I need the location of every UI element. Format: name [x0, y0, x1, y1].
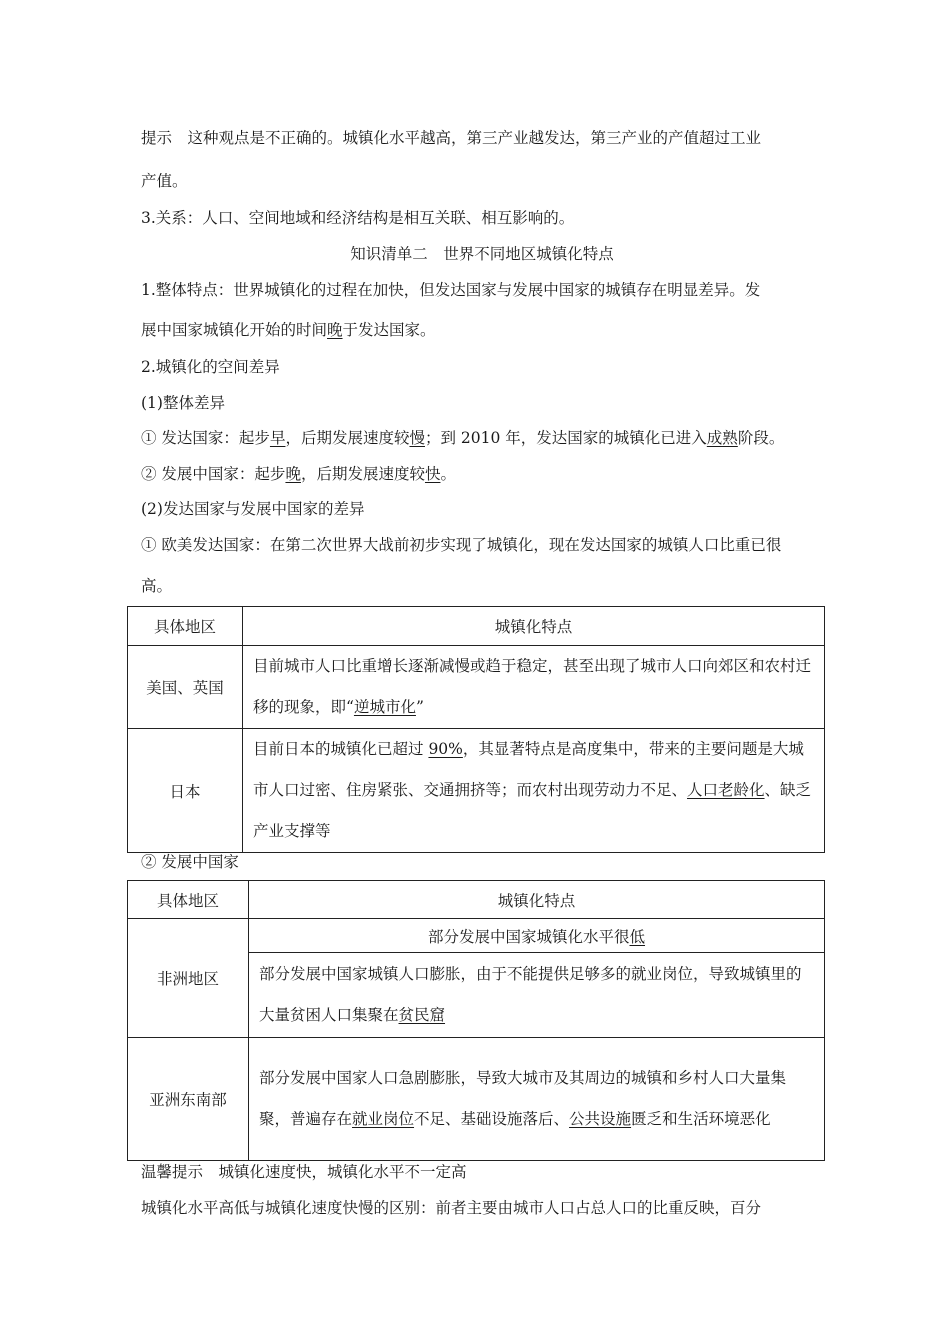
text: ；到 2010 年，发达国家的城镇化已进入: [424, 429, 707, 447]
underlined-answer: 成熟: [706, 429, 738, 447]
underlined-answer: 公共设施: [569, 1110, 632, 1128]
underlined-answer: 90%: [428, 740, 463, 758]
features-cell: [249, 919, 825, 953]
text: ，其显著特点是高度集中，带来的主要问题是大城市人口过密、住房紧张、交通拥挤等；而农村出现劳动力不足、: [253, 740, 804, 799]
table-row: [128, 646, 825, 729]
text: ，后期发展速度较: [285, 429, 410, 447]
text: 部分发展中国家城镇人口膨胀，由于不能提供足够多的就业岗位，导致城镇里的大量贫困人口集聚在: [259, 965, 802, 1024]
overall-text-end: 于发达国家。: [342, 321, 436, 339]
difference-paragraph: 城镇化水平高低与城镇化速度快慢的区别：前者主要由城市人口占总人口的比重反映，百分: [141, 1199, 762, 1217]
features-cell: [243, 646, 825, 729]
developing-paragraph: [141, 462, 456, 484]
developed-paragraph: [141, 426, 784, 448]
col-header-features: 城镇化特点: [249, 881, 825, 919]
features-cell: [249, 1038, 825, 1161]
euro-paragraph-line2: 高。: [141, 577, 173, 595]
underlined-answer: 人口老龄化: [687, 781, 765, 799]
text: 阶段。: [737, 429, 785, 447]
text: 部分发展中国家城镇化水平很: [427, 927, 630, 946]
diff-title: (2)发达国家与发展中国家的差异: [141, 500, 365, 518]
table-row: [128, 1038, 825, 1161]
col-header-features: 城镇化特点: [243, 607, 825, 646]
features-cell: [243, 729, 825, 853]
text: ① 发达国家：起步: [141, 429, 270, 447]
euro-paragraph-line1: ① 欧美发达国家：在第二次世界大战前初步实现了城镇化，现在发达国家的城镇人口比重已很: [141, 536, 782, 554]
text: ② 发展中国家：起步: [141, 465, 286, 483]
table-row: [128, 729, 825, 853]
text: 匮乏和生活环境恶化: [631, 1110, 771, 1128]
underlined-answer: 晚: [327, 321, 343, 339]
region-cell: 日本: [128, 729, 243, 853]
underlined-answer: 就业岗位: [352, 1110, 415, 1128]
underlined-answer: 贫民窟: [398, 1006, 446, 1024]
text: 、缺乏产业支撑等: [253, 781, 812, 840]
features-cell: [249, 953, 825, 1038]
text: 目前日本的城镇化已超过: [253, 740, 429, 758]
hint-paragraph-line2: 产值。: [141, 172, 188, 190]
section-title: 知识清单二 世界不同地区城镇化特点: [350, 245, 614, 263]
underlined-answer: 逆城市化: [353, 698, 416, 716]
col-header-region: 具体地区: [128, 607, 243, 646]
underlined-answer: 早: [269, 429, 286, 447]
text: 。: [440, 465, 456, 483]
hint-paragraph-line1: [141, 126, 761, 148]
text: ”: [415, 698, 424, 716]
relation-paragraph: 3.关系：人口、空间地域和经济结构是相互关联、相互影响的。: [141, 209, 575, 227]
underlined-answer: 慢: [409, 429, 425, 447]
overall-paragraph-line2: [141, 318, 436, 340]
text: 部分发展中国家人口急剧膨胀，导致大城市及其周边的城镇和乡村人口大量集聚，普遍存在: [259, 1069, 787, 1128]
hint-text: 这种观点是不正确的。城镇化水平越高，第三产业越发达，第三产业的产值超过工业: [187, 129, 762, 147]
underlined-answer: 快: [424, 465, 441, 483]
underlined-answer: 低: [629, 927, 646, 946]
overall-text: 展中国家城镇化开始的时间: [141, 321, 328, 339]
text: 目前城市人口比重增长逐渐减慢或趋于稳定，甚至出现了城市人口向郊区和农村迁移的现象，即“: [253, 657, 812, 716]
whole-diff-title: (1)整体差异: [141, 394, 225, 412]
table-header-row: [128, 607, 825, 646]
overall-paragraph-line1: 1.整体特点：世界城镇化的过程在加快，但发达国家与发展中国家的城镇存在明显差异。发: [141, 281, 761, 299]
region-cell: 亚洲东南部: [128, 1038, 249, 1161]
underlined-answer: 晚: [285, 465, 301, 483]
region-cell: 非洲地区: [128, 919, 249, 1038]
developing-label: ② 发展中国家: [141, 853, 239, 871]
text: 不足、基础设施落后、: [414, 1110, 570, 1128]
hint-label: 提示: [141, 129, 173, 147]
col-header-region: 具体地区: [128, 881, 249, 919]
developing-table: [127, 880, 825, 1161]
warm-tip: 温馨提示 城镇化速度快，城镇化水平不一定高: [141, 1163, 467, 1181]
text: ，后期发展速度较: [300, 465, 425, 483]
region-cell: 美国、英国: [128, 646, 243, 729]
table-row: [128, 919, 825, 953]
developed-table: [127, 606, 825, 853]
table-header-row: [128, 881, 825, 919]
spatial-title: 2.城镇化的空间差异: [141, 358, 280, 376]
